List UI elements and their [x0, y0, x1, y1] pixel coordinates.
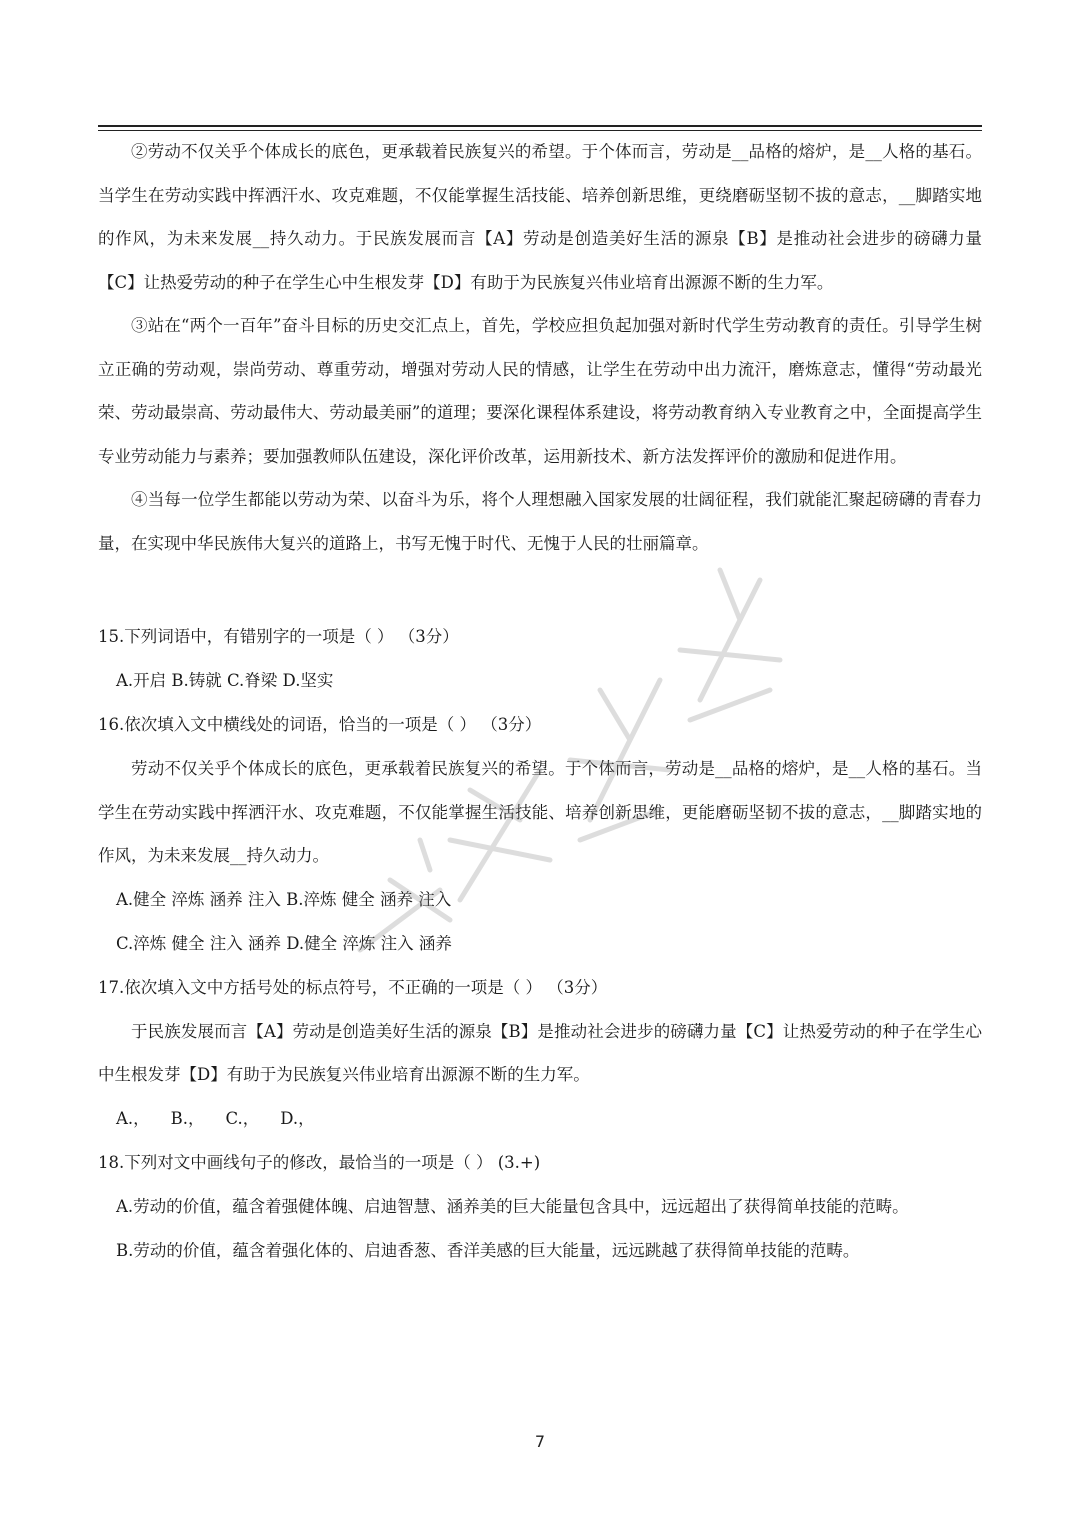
question-17-options: A.， B.， C.， D.，: [116, 1108, 315, 1128]
header-rule-thick: [98, 125, 982, 127]
question-18-stem: 18.下列对文中画线句子的修改，最恰当的一项是（ ） (3.+): [98, 1152, 541, 1172]
question-16-excerpt: 劳动不仅关乎个体成长的底色，更承载着民族复兴的希望。于个体而言，劳动是__品格的熔炉，是__人格的基石。当学生在劳动实践中挥洒汗水、攻克难题，不仅能掌握生活技能、培养创新思维，更能磨砺坚韧不拔的意志，__脚踏实地的作风，为未来发展__持久动力。: [98, 759, 982, 865]
question-18-option-b: B.劳动的价值，蕴含着强化体的、启迪香葱、香洋美感的巨大能量，远远跳越了获得简单技能的范畴。: [116, 1240, 860, 1260]
question-18-option-a: A.劳动的价值，蕴含着强健体魄、启迪智慧、涵养美的巨大能量包含具中，远远超出了获得简单技能的范畴。: [116, 1196, 909, 1216]
passage-paragraph-3: ③站在“两个一百年”奋斗目标的历史交汇点上，首先，学校应担负起加强对新时代学生劳动教育的责任。引导学生树立正确的劳动观，崇尚劳动、尊重劳动，增强对劳动人民的情感，让学生在劳动中出力流汗，磨炼意志，懂得“劳动最光荣、劳动最崇高、劳动最伟大、劳动最美丽”的道理；要深化课程体系建设，将劳动教育纳入专业教育之中，全面提高学生专业劳动能力与素养；要加强教师队伍建设，深化评价改革，运用新技术、新方法发挥评价的激励和促进作用。: [98, 316, 982, 466]
question-16-options-line-1: A.健全 淬炼 涵养 注入 B.淬炼 健全 涵养 注入: [116, 889, 452, 909]
section-gap: [98, 565, 982, 615]
question-16-options-line-2: C.淬炼 健全 注入 涵养 D.健全 淬炼 注入 涵养: [116, 933, 452, 953]
passage-paragraph-4: ④当每一位学生都能以劳动为荣、以奋斗为乐，将个人理想融入国家发展的壮阔征程，我们就能汇聚起磅礴的青春力量，在实现中华民族伟大复兴的道路上，书写无愧于时代、无愧于人民的壮丽篇章。: [98, 490, 982, 553]
page-content: [98, 130, 982, 1273]
question-15-options: A.开启 B.铸就 C.脊梁 D.坚实: [116, 671, 334, 690]
passage-paragraph-2: ②劳动不仅关乎个体成长的底色，更承载着民族复兴的希望。于个体而言，劳动是__品格的熔炉，是__人格的基石。当学生在劳动实践中挥洒汗水、攻克难题，不仅能掌握生活技能、培养创新思维，更绕磨砺坚韧不拔的意志，__脚踏实地的作风，为未来发展__持久动力。于民族发展而言【A】劳动是创造美好生活的源泉【B】是推动社会进步的磅礴力量【C】让热爱劳动的种子在学生心中生根发芽【D】有助于为民族复兴伟业培育出源源不断的生力军。: [98, 142, 982, 292]
question-15-stem: 15.下列词语中，有错别字的一项是（ ） （3分）: [98, 627, 459, 646]
question-17-stem: 17.依次填入文中方括号处的标点符号，不正确的一项是（ ） （3分）: [98, 977, 608, 997]
question-17-excerpt: 于民族发展而言【A】劳动是创造美好生活的源泉【B】是推动社会进步的磅礴力量【C】让热爱劳动的种子在学生心中生根发芽【D】有助于为民族复兴伟业培育出源源不断的生力军。: [98, 1021, 982, 1084]
page-number: 7: [534, 1432, 546, 1451]
question-16-stem: 16.依次填入文中横线处的词语，恰当的一项是（ ） （3分）: [98, 715, 542, 734]
